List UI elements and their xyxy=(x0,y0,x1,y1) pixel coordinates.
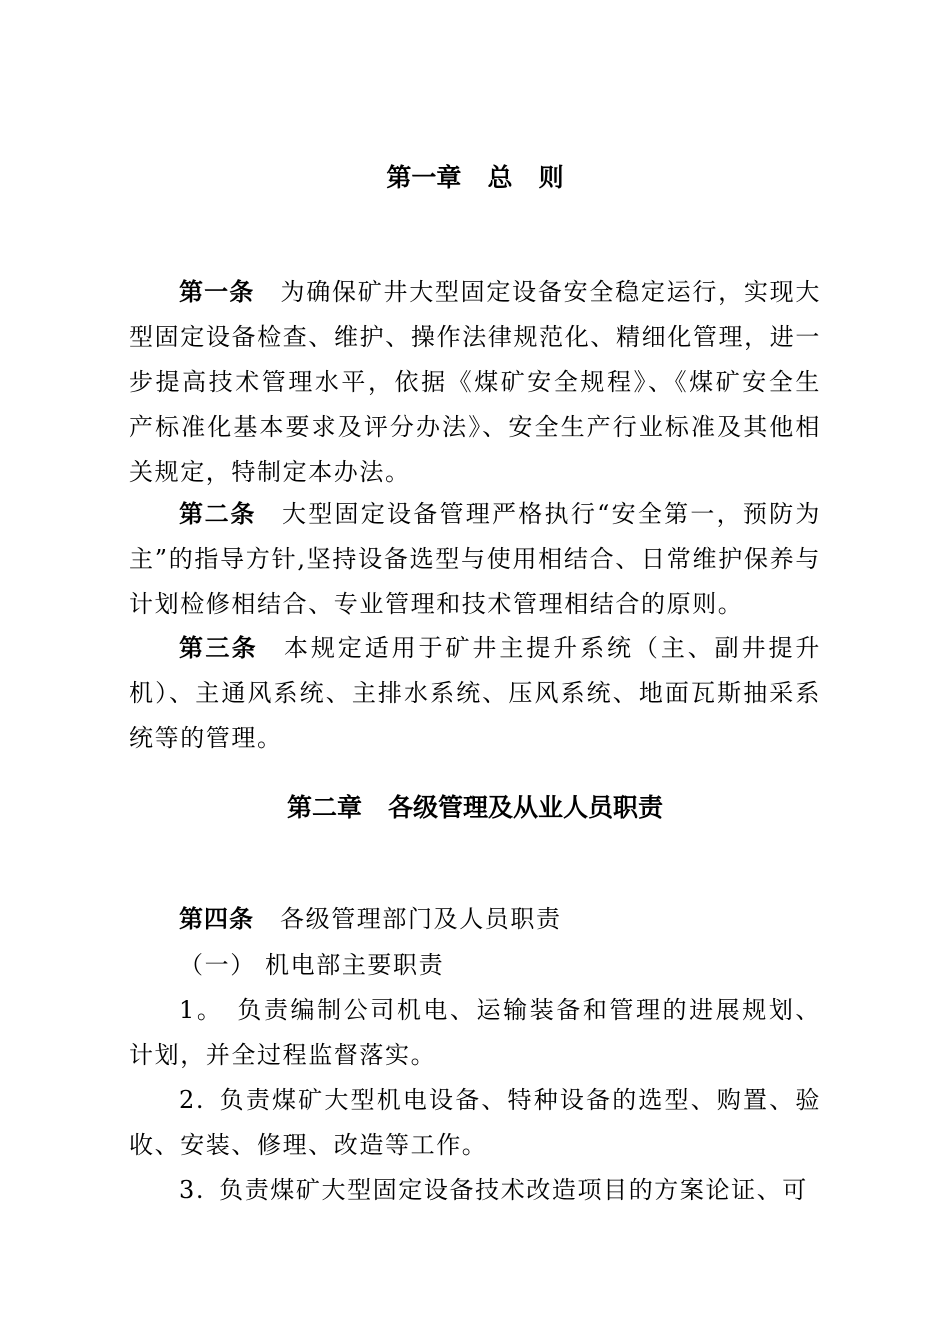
list-item-text: 负责煤矿大型固定设备技术改造项目的方案论证、可 xyxy=(219,1176,808,1204)
list-item-number: 1。 xyxy=(179,996,224,1024)
article-2-lead: 第二条 xyxy=(179,500,256,528)
article-2-text: 大型固定设备管理严格执行“安全第一，预防为主”的指导方针,坚持设备选型与使用相结合、日常维护保养与计划检修相结合、专业管理和技术管理相结合的原则。 xyxy=(129,500,822,618)
list-item xyxy=(129,988,821,1078)
article-3-text: 本规定适用于矿井主提升系统（主、副井提升机）、主通风系统、主排水系统、压风系统、地面瓦斯抽采系统等的管理。 xyxy=(129,634,822,752)
article-3 xyxy=(129,626,821,761)
list-item xyxy=(129,1168,821,1213)
article-4-text: 各级管理部门及人员职责 xyxy=(280,905,562,933)
list-item-text: 负责煤矿大型机电设备、特种设备的选型、购置、验收、安装、修理、改造等工作。 xyxy=(129,1086,821,1159)
article-3-lead: 第三条 xyxy=(179,634,258,662)
list-item-text: 负责编制公司机电、运输装备和管理的进展规划、计划，并全过程监督落实。 xyxy=(129,996,821,1069)
article-1 xyxy=(129,270,821,495)
article-4-lead: 第四条 xyxy=(179,905,254,933)
list-item-number: 3. xyxy=(179,1176,206,1204)
list-item xyxy=(129,1078,821,1168)
section-1-heading: （一） 机电部主要职责 xyxy=(179,951,445,979)
article-1-text: 为确保矿井大型固定设备安全稳定运行，实现大型固定设备检查、维护、操作法律规范化、精细化管理，进一步提高技术管理水平，依据《煤矿安全规程》、《煤矿安全生产标准化基本要求及评分办法》、安全生产行业标准及其他相关规定，特制定本办法。 xyxy=(129,278,821,486)
article-2 xyxy=(129,492,821,627)
chapter-1-title: 第一章 总 则 xyxy=(386,163,564,192)
article-1-lead: 第一条 xyxy=(179,278,255,306)
chapter-2-title: 第二章 各级管理及从业人员职责 xyxy=(286,793,664,822)
list-item-number: 2. xyxy=(179,1086,206,1114)
article-4 xyxy=(129,897,821,942)
